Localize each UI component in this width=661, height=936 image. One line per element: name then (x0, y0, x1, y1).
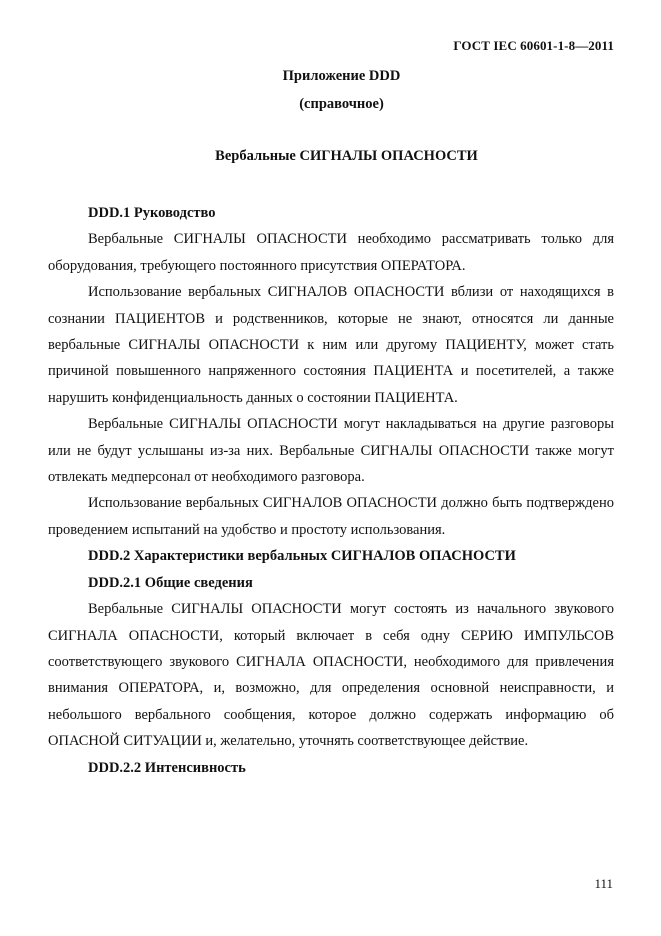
section-heading-ddd1: DDD.1 Руководство (88, 205, 216, 221)
paragraph-5: Вербальные СИГНАЛЫ ОПАСНОСТИ могут состоять из начального звукового СИГНАЛА ОПАСНОСТИ, который включает в себя одну СЕРИЮ ИМПУЛЬСОВ соответствующего звукового СИГНАЛА ОПАСНОСТИ, необходимого для привлечения внимания ОПЕРАТОРА, и, возможно, для определения основной неисправности, и небольшого вербального сообщения, которое должно содержать информацию об ОПАСНОЙ СИТУАЦИИ и, желательно, уточнять соответствующее действие. (48, 601, 614, 750)
page-number: 111 (594, 876, 613, 891)
paragraph-3: Вербальные СИГНАЛЫ ОПАСНОСТИ могут накладываться на другие разговоры или не будут услышаны из-за них. Вербальные СИГНАЛЫ ОПАСНОСТИ также могут отвлекать медперсонал от необходимого разговора. (48, 416, 614, 486)
paragraph-2: Использование вербальных СИГНАЛОВ ОПАСНОСТИ вблизи от находящихся в сознании ПАЦИЕНТОВ и родственников, которые не знают, относятся ли данные вербальные СИГНАЛЫ ОПАСНОСТИ к ним или другому ПАЦИЕНТУ, может стать причиной повышенного напряженного состояния ПАЦИЕНТА и посетителей, а также нарушить конфиденциальность данных о состоянии ПАЦИЕНТА. (48, 284, 614, 406)
section-heading-ddd2-1: DDD.2.1 Общие сведения (88, 574, 253, 591)
section-heading-ddd2-2: DDD.2.2 Интенсивность (88, 759, 246, 776)
paragraph-4: Использование вербальных СИГНАЛОВ ОПАСНОСТИ должно быть подтверждено проведением испытаний на удобство и простоту использования. (48, 495, 614, 538)
page-title: Вербальные СИГНАЛЫ ОПАСНОСТИ (215, 148, 478, 164)
document-standard-header: ГОСТ IEC 60601-1-8—2011 (453, 38, 614, 53)
document-body (48, 200, 614, 781)
paragraph-1: Вербальные СИГНАЛЫ ОПАСНОСТИ необходимо рассматривать только для оборудования, требующего постоянного присутствия ОПЕРАТОРА. (48, 231, 614, 274)
appendix-subtitle: (справочное) (299, 96, 384, 112)
section-heading-ddd2: DDD.2 Характеристики вербальных СИГНАЛОВ ОПАСНОСТИ (88, 548, 516, 565)
appendix-title: Приложение DDD (282, 68, 401, 84)
